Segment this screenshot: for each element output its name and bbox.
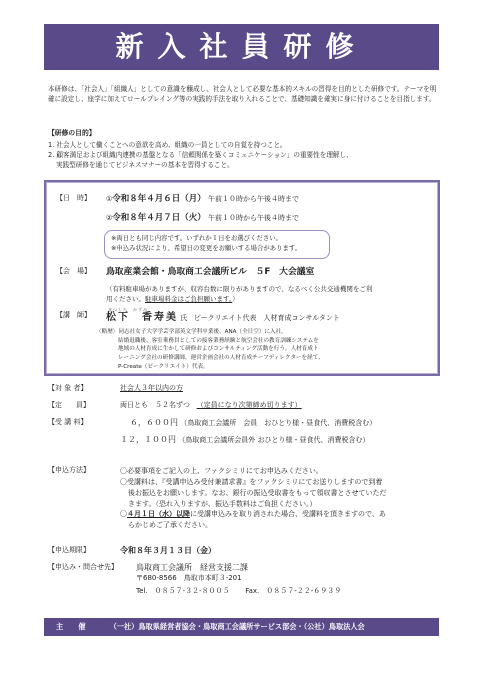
venue-note-a: （有料駐車場がありますが、収容台数に限りがありますので、なるべく公共交通機関をご利 <box>106 285 373 293</box>
bio-line-1: 〈略歴〉同志社女子大学学芸学部英文学科卒業後、ANA（全日空）に入社。 <box>96 329 287 335</box>
fee-row <box>48 418 448 454</box>
date-2: 令和８年４月７日（火） <box>112 213 206 223</box>
fee-member-price: ６，６００円 <box>130 418 178 427</box>
deadline-value: 令和８年３月１３日（金） <box>120 546 216 555</box>
target-value: 社会人３年以内の方 <box>120 384 183 392</box>
purpose-item-2-cont: 実践型研修を通じてビジネスマナーの基本を習得すること。 <box>56 161 234 170</box>
venue-label: 【会 場】 <box>56 267 91 275</box>
contact-values <box>136 563 456 597</box>
apply-line-2: 〇受講料は、『受講申込み受付兼請求書』をファクシミリにてお送りしますので到着 <box>120 477 383 486</box>
fee-label: 【受 講 料】 <box>48 418 88 426</box>
lecturer-honorific: 氏 <box>180 314 188 322</box>
fee-values <box>120 418 440 446</box>
lecturer-bio <box>96 328 426 371</box>
lecturer-info <box>106 311 340 325</box>
schedule-note-1: ※両日とも同じ内容です。いずれか１日をお選びください。 <box>111 234 282 242</box>
bio-line-2: 結婚退職後、客室乗務員としての接客業務経験と航空会社の教育訓練システムを <box>118 337 319 344</box>
parking-fee-note: 駐車場料金はご負担願います。 <box>145 295 233 304</box>
capacity-note: （定員になり次第締め切ります） <box>196 401 302 409</box>
date-2-marker: ② <box>106 214 113 222</box>
lecturer-ruby: まつした かずみ <box>108 307 148 312</box>
purpose-item-2: 2. 顧客満足および組織内連携の基盤となる「信頼関係を築くコミュニケーション」の重要性を理解し、 <box>48 151 353 160</box>
apply-line-3: 後お振込をお願いします。なお、銀行の振込受取書をもって領収書とさせていただ <box>128 488 387 497</box>
fee-member-note: （鳥取商工会議所 会員 おひとり様・昼食代、消費税含む） <box>180 419 377 427</box>
schedule-note-2: ※申込み状況により、希望日の変更をお願いする場合があります。 <box>111 244 302 253</box>
apply-line-6: らかじめご了承ください。 <box>128 521 212 530</box>
lecturer-label: 【講 師】 <box>56 311 91 319</box>
contact-address: 〒680-8566 鳥取市本町３-201 <box>136 573 242 582</box>
contact-label: 【申込み・問合せ先】 <box>48 563 118 571</box>
date-1: 令和８年４月６日（月） <box>112 194 206 204</box>
contact-org: 鳥取商工会議所 経営支援二課 <box>136 563 248 572</box>
intro-text: 本研修は、「社会人」「組織人」としての意識を醸成し、社会人として必要な基本的スキルの習得を目的とした研修です。テーマを明確に設定し、座学に加えてロールプレイング等の実践的手法を取り入れることで、基礎知識を確実に身に付けることを目指します。 <box>48 85 437 104</box>
capacity-row <box>48 401 448 413</box>
time-1: 午前１０時から午後４時まで <box>208 195 300 203</box>
lecturer-name: 松下 香寿美 <box>106 312 178 323</box>
date-1-marker: ① <box>106 195 113 203</box>
capacity-value: 両日とも ５２名ずつ <box>120 401 190 409</box>
apply-line-5-text: に受講申込みを取り消された場合、受講料を頂きますので、あ <box>190 510 386 519</box>
bio-line-4: レーニング会社の研修講師、運営企画会社の人材育成チーフディレクターを経て、 <box>118 354 324 361</box>
bio-line-3: 地域の人材育成に生かして研修およびコンサルティング活動を行う。人材育成ト <box>118 346 319 353</box>
apply-method <box>120 466 440 531</box>
venue-note <box>106 284 426 304</box>
target-row <box>48 384 448 396</box>
schedule-label: 【日 時】 <box>56 194 91 202</box>
target-label: 【対 象 者】 <box>48 384 88 392</box>
venue-note-b: 用ください。 <box>106 295 145 304</box>
organizer-label: 主 催 <box>56 622 90 632</box>
capacity-value-wrap <box>120 401 440 410</box>
fee-nonmember-price: １２，１００円 <box>120 434 176 444</box>
organizer-value: （一社）鳥取県経営者協会・鳥取商工会議所サービス部会・（公社）鳥取法人会 <box>109 622 365 632</box>
venue-name: 鳥取産業会館・鳥取商工会議所ビル ５F 大会議室 <box>106 267 315 277</box>
lecturer-title: ピークリエイト代表 人材育成コンサルタント <box>193 314 340 322</box>
apply-line-4: きます。（恐れ入りますが、振込手数料はご負担ください。） <box>128 499 317 508</box>
contact-fax: Fax. ０８５７-２２-６９３９ <box>245 587 342 596</box>
page-title: 新入社員研修 <box>44 24 439 70</box>
cancel-date: ４月１日（水）以降 <box>127 510 190 519</box>
deadline-row <box>48 546 448 558</box>
contact-row <box>48 563 448 609</box>
venue-note-d: ） <box>232 295 239 304</box>
organizer-bar <box>44 618 439 636</box>
event-details-box <box>44 180 440 376</box>
time-2: 午前１０時から午後４時まで <box>208 214 300 222</box>
schedule-date-1 <box>106 194 299 205</box>
apply-row <box>48 466 448 536</box>
apply-line-5 <box>120 509 440 520</box>
bio-line-5: P-Create（ピークリエイト）代表。 <box>118 363 209 370</box>
contact-phone <box>136 587 456 596</box>
apply-label: 【申込方法】 <box>48 466 90 474</box>
contact-tel: Tel. ０８５７-３２-８００５ <box>136 587 230 596</box>
purpose-item-1: 1. 社会人として働くことへの意欲を高め、組織の一員としての自覚を持つこと。 <box>48 141 287 149</box>
deadline-label: 【申込期限】 <box>48 546 90 554</box>
fee-nonmember-note: （鳥取商工会議所会員外 おひとり様・昼食代、消費税含む） <box>178 435 370 444</box>
apply-line-5-marker: 〇 <box>120 510 127 519</box>
capacity-label: 【定 員】 <box>48 401 90 409</box>
apply-line-1: 〇必要事項をご記入の上、ファクシミリにてお申込みください。 <box>120 467 323 475</box>
schedule-note-box <box>104 230 330 259</box>
schedule-date-2 <box>106 213 299 224</box>
purpose-heading: 【研修の目的】 <box>48 129 96 137</box>
purpose-list <box>48 140 440 171</box>
